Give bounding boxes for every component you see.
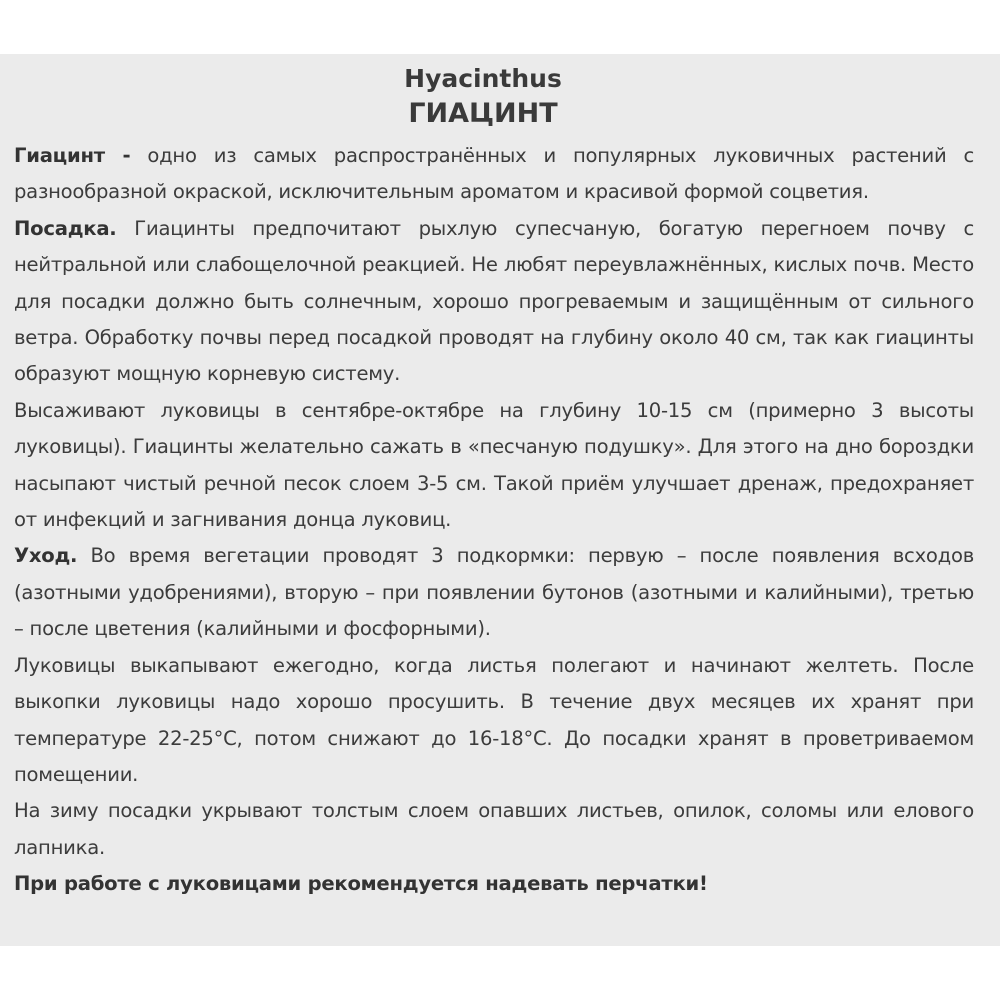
planting-text: Гиацинты предпочитают рыхлую супесчаную, богатую перегноем почву с нейтральной или слабощелочной реакцией. Не любят переувлажнённых, кислых почв. Место для посадки должно быть солнечным, хорошо прогреваемым и защищённым от сильного ветра. Обработку почвы перед посадкой проводят на глубину около 40 см, так как гиацинты образуют мощную корневую систему. [14,216,974,386]
bulbs-planting-paragraph: Высаживают луковицы в сентябре-октябре на глубину 10-15 см (примерно 3 высоты луковицы). Гиацинты желательно сажать в «песчаную подушку». Для этого на дно бороздки насыпают чистый речной песок слоем 3-5 см. Такой приём улучшает дренаж, предохраняет от инфекций и загнивания донца луковиц. [14,398,974,532]
planting-paragraph [14,211,974,393]
label-sheet [0,54,1000,946]
title-latin: Hyacinthus [404,64,562,93]
description-body [14,138,974,903]
warning-text: При работе с луковицами рекомендуется надевать перчатки! [14,872,708,896]
winter-paragraph: На зиму посадки укрывают толстым слоем опавших листьев, опилок, соломы или елового лапника. [14,799,974,859]
intro-text: одно из самых распространённых и популярных луковичных растений с разнообразной окраской, исключительным ароматом и красивой формой соцветия. [14,144,975,204]
care-paragraph [14,538,974,647]
care-lead: Уход. [14,544,78,568]
planting-lead: Посадка. [14,216,117,240]
intro-paragraph [14,138,974,211]
title-russian: ГИАЦИНТ [408,98,558,129]
care-text: Во время вегетации проводят 3 подкормки: первую – после появления всходов (азотными удобрениями), вторую – при появлении бутонов (азотными и калийными), третью – после цветения (калийными и фосфорными). [14,544,974,641]
title-block [0,54,974,132]
intro-lead: Гиацинт - [14,144,131,167]
digging-paragraph: Луковицы выкапывают ежегодно, когда листья полегают и начинают желтеть. После выкопки луковицы надо хорошо просушить. В течение двух месяцев их хранят при температуре 22-25°С, потом снижают до 16-18°С. До посадки хранят в проветриваемом помещении. [14,653,974,786]
